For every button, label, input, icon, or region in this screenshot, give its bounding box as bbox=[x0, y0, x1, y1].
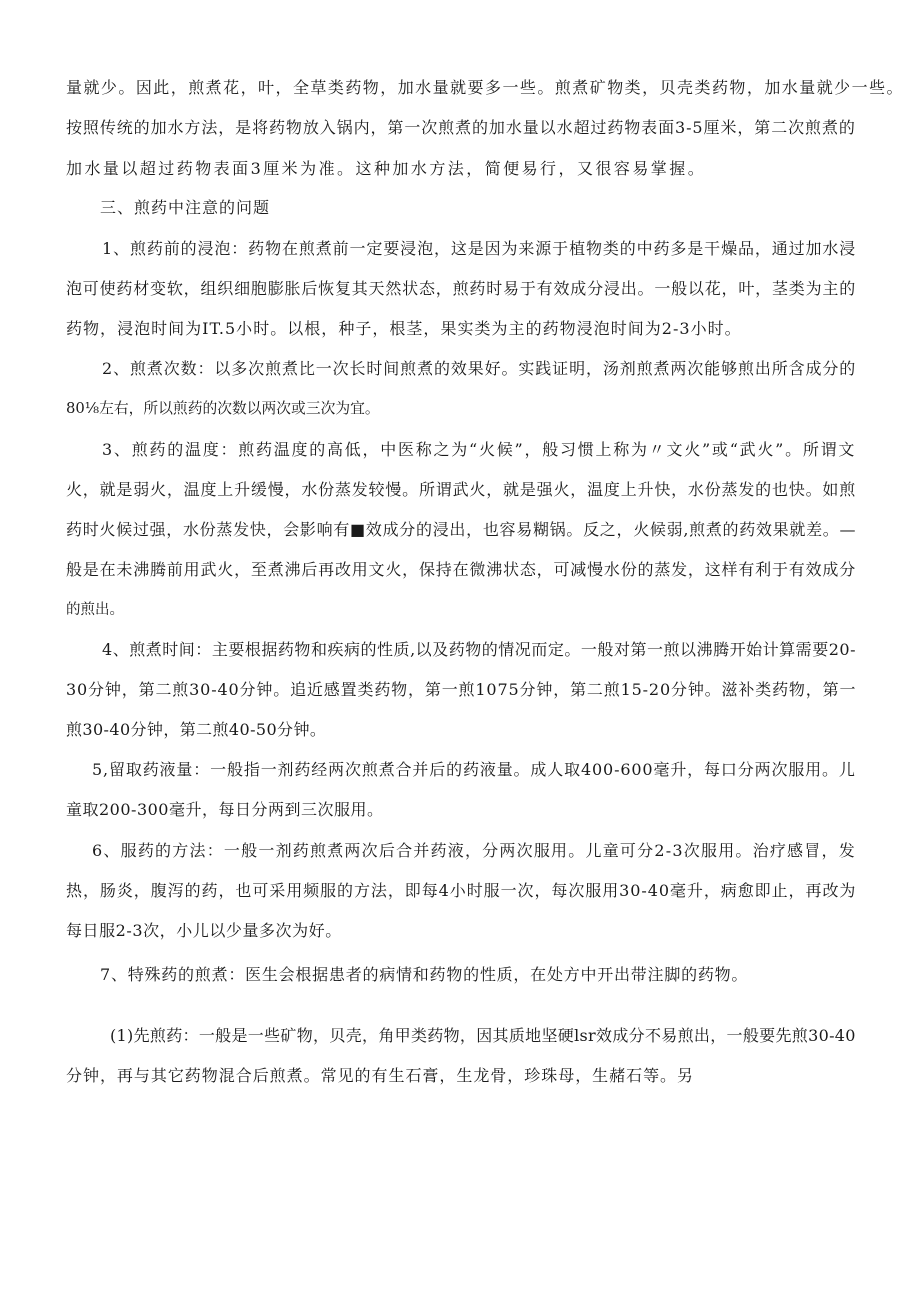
paragraph-line: 按照传统的加水方法，是将药物放入锅内，第一次煎煮的加水量以水超过药物表面3-5厘米，第二次煎煮的 bbox=[66, 118, 856, 137]
paragraph-line: 火，就是弱火，温度上升缓慢，水份蒸发较慢。所谓武火，就是强火，温度上升快，水份蒸发的也快。如煎 bbox=[66, 480, 857, 499]
paragraph-line: 2、煎煮次数：以多次煎煮比一次长时间煎煮的效果好。实践证明，汤剂煎煮两次能够煎出所含成分的 bbox=[102, 359, 857, 378]
paragraph-line: 30分钟，第二煎30-40分钟。追近感置类药物，第一煎1075分钟，第二煎15-20分钟。滋补类药物，第一 bbox=[66, 680, 857, 699]
paragraph-line: 童取200-300毫升，每日分两到三次服用。 bbox=[66, 800, 384, 819]
paragraph-line: (1)先煎药：一般是一些矿物，贝壳，角甲类药物，因其质地坚硬lsr效成分不易煎出，一般要先煎30-40 bbox=[110, 1026, 856, 1045]
paragraph-line: 药时火候过强，水份蒸发快，会影响有■效成分的浸出，也容易糊锅。反之，火候弱,煎煮的药效果就差。— bbox=[66, 520, 857, 539]
paragraph-line: 热，肠炎，腹泻的药，也可采用频服的方法，即每4小时服一次，每次服用30-40毫升，病愈即止，再改为 bbox=[66, 881, 857, 900]
paragraph-line: 量就少。因此，煎煮花，叶，全草类药物，加水量就要多一些。煎煮矿物类，贝壳类药物，加水量就少一些。 bbox=[66, 78, 904, 97]
paragraph-line: 般是在未沸腾前用武火，至煮沸后再改用文火，保持在微沸状态，可减慢水份的蒸发，这样有利于有效成分 bbox=[66, 560, 857, 579]
paragraph-line: 煎30-40分钟，第二煎40-50分钟。 bbox=[66, 720, 327, 739]
paragraph-line: 1、煎药前的浸泡：药物在煎煮前一定要浸泡，这是因为来源于植物类的中药多是干燥品，通过加水浸 bbox=[102, 239, 857, 258]
paragraph-line: 3、煎药的温度：煎药温度的高低，中医称之为“火候”，般习惯上称为〃文火”或“武火”。所谓文 bbox=[102, 440, 857, 459]
paragraph-line: 泡可使药材变软，组织细胞膨胀后恢复其天然状态，煎药时易于有效成分浸出。一般以花，叶，茎类为主的 bbox=[66, 279, 857, 298]
paragraph-line: 每日服2-3次，小儿以少量多次为好。 bbox=[66, 921, 342, 940]
paragraph-line: 7、特殊药的煎煮：医生会根据患者的病情和药物的性质，在处方中开出带注脚的药物。 bbox=[100, 965, 749, 984]
paragraph-line: 6、服药的方法：一般一剂药煎煮两次后合并药液，分两次服用。儿童可分2-3次服用。治疗感冒，发 bbox=[92, 841, 856, 860]
paragraph-line: 加水量以超过药物表面3厘米为准。这种加水方法，简便易行，又很容易掌握。 bbox=[66, 159, 707, 178]
paragraph-line: 分钟，再与其它药物混合后煎煮。常见的有生石膏，生龙骨，珍珠母，生赭石等。另 bbox=[66, 1066, 695, 1085]
section-heading: 三、煎药中注意的问题 bbox=[100, 198, 271, 217]
paragraph-line: 的煎出。 bbox=[66, 602, 124, 618]
paragraph-line: 5,留取药液量：一般指一剂药经两次煎煮合并后的药液量。成人取400-600毫升，每口分两次服用。儿 bbox=[92, 760, 856, 779]
paragraph-line: 4、煎煮时间：主要根据药物和疾病的性质,以及药物的情况而定。一般对第一煎以沸腾开始计算需要20- bbox=[102, 640, 857, 659]
paragraph-line: 药物，浸泡时间为IT.5小时。以根，种子，根茎，果实类为主的药物浸泡时间为2-3小时。 bbox=[66, 319, 742, 338]
paragraph-line: 80⅛左右，所以煎药的次数以两次或三次为宜。 bbox=[66, 400, 380, 417]
